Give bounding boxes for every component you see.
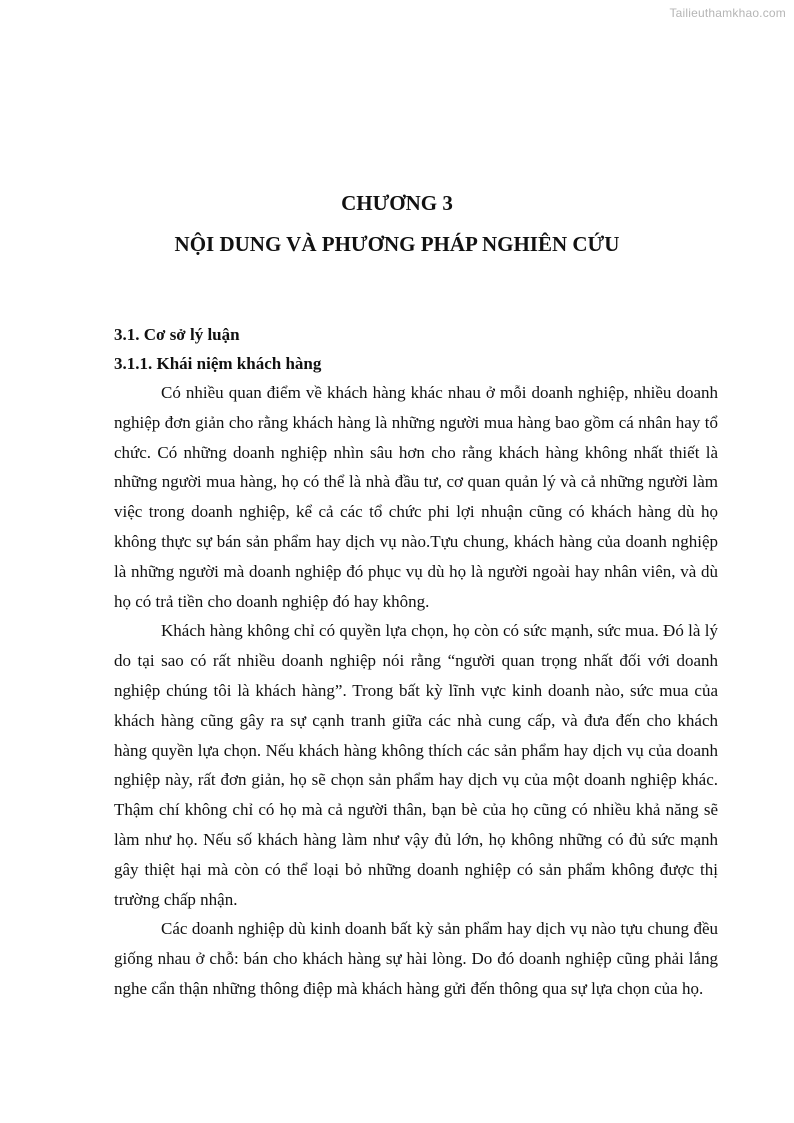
body-paragraph: Các doanh nghiệp dù kinh doanh bất kỳ sản phẩm hay dịch vụ nào tựu chung đều giống nhau ở chỗ: bán cho khách hàng sự hài lòng. Do đó doanh nghiệp cũng phải lắng nghe cẩn thận những thông điệp mà khách hàng gửi đến thông qua sự lựa chọn của họ. xyxy=(114,919,718,998)
subsection-heading: 3.1.1. Khái niệm khách hàng xyxy=(114,354,322,373)
chapter-header xyxy=(0,188,794,259)
watermark-text: Tailieuthamkhao.com xyxy=(669,6,786,20)
chapter-number: CHƯƠNG 3 xyxy=(341,191,453,215)
body-paragraph: Có nhiều quan điểm về khách hàng khác nhau ở mỗi doanh nghiệp, nhiều doanh nghiệp đơn giản cho rằng khách hàng là những người mua hàng bao gồm cá nhân hay tổ chức. Có những doanh nghiệp nhìn sâu hơn cho rằng khách hàng không nhất thiết là những người mua hàng, họ có thể là nhà đầu tư, cơ quan quản lý và cả những người làm việc trong doanh nghiệp, kể cả các tổ chức phi lợi nhuận cũng có khách hàng dù họ không thực sự bán sản phẩm hay dịch vụ nào.Tựu chung, khách hàng của doanh nghiệp là những người mà doanh nghiệp đó phục vụ dù họ là người ngoài hay nhân viên, và dù họ có trả tiền cho doanh nghiệp đó hay không. xyxy=(114,383,718,611)
body-paragraph: Khách hàng không chỉ có quyền lựa chọn, họ còn có sức mạnh, sức mua. Đó là lý do tại sao có rất nhiều doanh nghiệp nói rằng “người quan trọng nhất đối với doanh nghiệp chúng tôi là khách hàng”. Trong bất kỳ lĩnh vực kinh doanh nào, sức mua của khách hàng cũng gây ra sự cạnh tranh giữa các nhà cung cấp, và đưa đến cho khách hàng quyền lựa chọn. Nếu khách hàng không thích các sản phẩm hay dịch vụ của doanh nghiệp này, rất đơn giản, họ sẽ chọn sản phẩm hay dịch vụ của một doanh nghiệp khác. Thậm chí không chỉ có họ mà cả người thân, bạn bè của họ cũng có nhiều khả năng sẽ làm như họ. Nếu số khách hàng làm như vậy đủ lớn, họ không những có đủ sức mạnh gây thiệt hại mà còn có thể loại bỏ những doanh nghiệp có sản phẩm không được thị trường chấp nhận. xyxy=(114,621,718,909)
chapter-title: NỘI DUNG VÀ PHƯƠNG PHÁP NGHIÊN CỨU xyxy=(174,232,620,256)
section-heading: 3.1. Cơ sở lý luận xyxy=(114,325,240,344)
document-body xyxy=(114,320,718,1004)
